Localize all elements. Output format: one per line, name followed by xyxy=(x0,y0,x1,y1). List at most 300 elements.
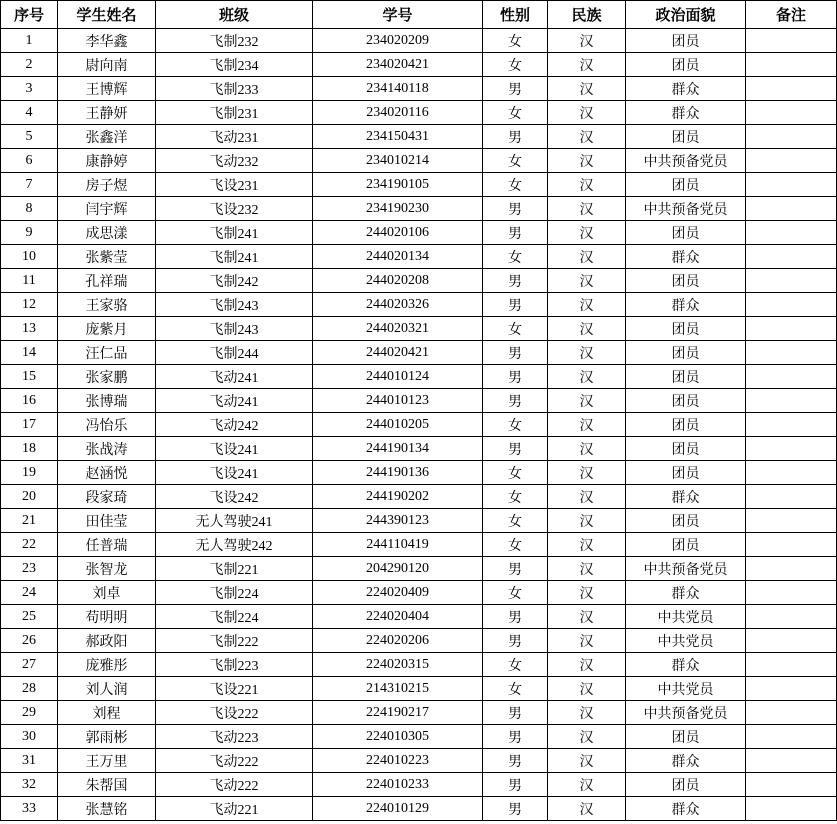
cell-class[interactable]: 飞制224 xyxy=(156,581,313,605)
cell-note[interactable] xyxy=(746,197,837,221)
cell-seq[interactable]: 2 xyxy=(1,53,58,77)
cell-note[interactable] xyxy=(746,173,837,197)
cell-note[interactable] xyxy=(746,461,837,485)
table-row xyxy=(1,485,837,509)
cell-name[interactable]: 张博瑞 xyxy=(58,389,156,413)
cell-note[interactable] xyxy=(746,221,837,245)
column-header-seq[interactable]: 序号 xyxy=(1,1,58,29)
table-row xyxy=(1,29,837,53)
cell-class[interactable]: 飞动241 xyxy=(156,389,313,413)
cell-political_status[interactable]: 群众 xyxy=(626,101,746,125)
cell-name[interactable]: 郝政阳 xyxy=(58,629,156,653)
cell-gender[interactable]: 男 xyxy=(483,125,548,149)
column-header-political-status[interactable]: 政治面貌 xyxy=(626,1,746,29)
cell-ethnicity[interactable]: 汉 xyxy=(548,221,626,245)
cell-political_status[interactable]: 团员 xyxy=(626,221,746,245)
cell-class[interactable]: 飞动223 xyxy=(156,725,313,749)
cell-note[interactable] xyxy=(746,437,837,461)
cell-class[interactable]: 飞设231 xyxy=(156,173,313,197)
cell-student_id[interactable]: 224020206 xyxy=(313,629,483,653)
cell-seq[interactable]: 23 xyxy=(1,557,58,581)
cell-note[interactable] xyxy=(746,557,837,581)
cell-class[interactable]: 飞制232 xyxy=(156,29,313,53)
cell-political_status[interactable]: 团员 xyxy=(626,437,746,461)
cell-name[interactable]: 成思漾 xyxy=(58,221,156,245)
cell-ethnicity[interactable]: 汉 xyxy=(548,629,626,653)
cell-student_id[interactable]: 224190217 xyxy=(313,701,483,725)
column-header-ethnicity[interactable]: 民族 xyxy=(548,1,626,29)
cell-political_status[interactable]: 中共预备党员 xyxy=(626,557,746,581)
cell-ethnicity[interactable]: 汉 xyxy=(548,557,626,581)
cell-gender[interactable]: 女 xyxy=(483,533,548,557)
cell-political_status[interactable]: 中共预备党员 xyxy=(626,701,746,725)
cell-seq[interactable]: 27 xyxy=(1,653,58,677)
cell-political_status[interactable]: 群众 xyxy=(626,77,746,101)
table-row xyxy=(1,173,837,197)
cell-political_status[interactable]: 团员 xyxy=(626,341,746,365)
cell-name[interactable]: 房子煜 xyxy=(58,173,156,197)
cell-seq[interactable]: 24 xyxy=(1,581,58,605)
cell-name[interactable]: 刘卓 xyxy=(58,581,156,605)
cell-seq[interactable]: 22 xyxy=(1,533,58,557)
table-row xyxy=(1,461,837,485)
cell-gender[interactable]: 男 xyxy=(483,557,548,581)
cell-class[interactable]: 飞动222 xyxy=(156,749,313,773)
cell-name[interactable]: 郭雨彬 xyxy=(58,725,156,749)
cell-ethnicity[interactable]: 汉 xyxy=(548,797,626,821)
cell-ethnicity[interactable]: 汉 xyxy=(548,29,626,53)
cell-class[interactable]: 无人驾驶242 xyxy=(156,533,313,557)
cell-political_status[interactable]: 团员 xyxy=(626,173,746,197)
cell-seq[interactable]: 30 xyxy=(1,725,58,749)
cell-seq[interactable]: 18 xyxy=(1,437,58,461)
cell-note[interactable] xyxy=(746,677,837,701)
cell-name[interactable]: 王家骆 xyxy=(58,293,156,317)
cell-seq[interactable]: 1 xyxy=(1,29,58,53)
cell-student_id[interactable]: 244190136 xyxy=(313,461,483,485)
cell-political_status[interactable]: 团员 xyxy=(626,461,746,485)
cell-ethnicity[interactable]: 汉 xyxy=(548,149,626,173)
cell-name[interactable]: 王博辉 xyxy=(58,77,156,101)
cell-class[interactable]: 飞制243 xyxy=(156,317,313,341)
cell-ethnicity[interactable]: 汉 xyxy=(548,365,626,389)
cell-student_id[interactable]: 224010129 xyxy=(313,797,483,821)
cell-name[interactable]: 田佳莹 xyxy=(58,509,156,533)
cell-note[interactable] xyxy=(746,101,837,125)
cell-gender[interactable]: 女 xyxy=(483,53,548,77)
cell-name[interactable]: 王静妍 xyxy=(58,101,156,125)
table-row xyxy=(1,677,837,701)
table-row xyxy=(1,365,837,389)
cell-note[interactable] xyxy=(746,773,837,797)
cell-ethnicity[interactable]: 汉 xyxy=(548,53,626,77)
cell-name[interactable]: 苟明明 xyxy=(58,605,156,629)
table-row xyxy=(1,725,837,749)
cell-class[interactable]: 飞制234 xyxy=(156,53,313,77)
cell-student_id[interactable]: 244010124 xyxy=(313,365,483,389)
cell-seq[interactable]: 31 xyxy=(1,749,58,773)
cell-note[interactable] xyxy=(746,533,837,557)
cell-seq[interactable]: 25 xyxy=(1,605,58,629)
cell-class[interactable]: 飞设222 xyxy=(156,701,313,725)
cell-student_id[interactable]: 244020421 xyxy=(313,341,483,365)
cell-ethnicity[interactable]: 汉 xyxy=(548,77,626,101)
cell-gender[interactable]: 女 xyxy=(483,101,548,125)
cell-gender[interactable]: 女 xyxy=(483,245,548,269)
cell-political_status[interactable]: 团员 xyxy=(626,725,746,749)
cell-class[interactable]: 飞设241 xyxy=(156,437,313,461)
cell-name[interactable]: 段家琦 xyxy=(58,485,156,509)
table-row xyxy=(1,701,837,725)
cell-ethnicity[interactable]: 汉 xyxy=(548,101,626,125)
cell-name[interactable]: 闫宇辉 xyxy=(58,197,156,221)
cell-ethnicity[interactable]: 汉 xyxy=(548,197,626,221)
cell-note[interactable] xyxy=(746,125,837,149)
cell-ethnicity[interactable]: 汉 xyxy=(548,437,626,461)
cell-name[interactable]: 康静婷 xyxy=(58,149,156,173)
table-row xyxy=(1,605,837,629)
cell-gender[interactable]: 男 xyxy=(483,197,548,221)
cell-political_status[interactable]: 中共预备党员 xyxy=(626,149,746,173)
cell-note[interactable] xyxy=(746,389,837,413)
column-header-note[interactable]: 备注 xyxy=(746,1,837,29)
cell-student_id[interactable]: 244010205 xyxy=(313,413,483,437)
cell-gender[interactable]: 男 xyxy=(483,293,548,317)
cell-seq[interactable]: 17 xyxy=(1,413,58,437)
cell-ethnicity[interactable]: 汉 xyxy=(548,653,626,677)
cell-note[interactable] xyxy=(746,605,837,629)
cell-ethnicity[interactable]: 汉 xyxy=(548,293,626,317)
cell-student_id[interactable]: 214310215 xyxy=(313,677,483,701)
cell-seq[interactable]: 16 xyxy=(1,389,58,413)
table-row xyxy=(1,389,837,413)
cell-student_id[interactable]: 224010233 xyxy=(313,773,483,797)
cell-gender[interactable]: 男 xyxy=(483,269,548,293)
cell-name[interactable]: 张鑫洋 xyxy=(58,125,156,149)
cell-note[interactable] xyxy=(746,293,837,317)
cell-student_id[interactable]: 204290120 xyxy=(313,557,483,581)
cell-political_status[interactable]: 中共党员 xyxy=(626,605,746,629)
table-body xyxy=(1,29,837,821)
cell-class[interactable]: 无人驾驶241 xyxy=(156,509,313,533)
cell-student_id[interactable]: 234190105 xyxy=(313,173,483,197)
cell-seq[interactable]: 10 xyxy=(1,245,58,269)
cell-name[interactable]: 张家鹏 xyxy=(58,365,156,389)
cell-student_id[interactable]: 244020208 xyxy=(313,269,483,293)
cell-ethnicity[interactable]: 汉 xyxy=(548,581,626,605)
cell-student_id[interactable]: 234150431 xyxy=(313,125,483,149)
cell-student_id[interactable]: 224020315 xyxy=(313,653,483,677)
cell-student_id[interactable]: 224020404 xyxy=(313,605,483,629)
cell-gender[interactable]: 女 xyxy=(483,173,548,197)
table-row xyxy=(1,773,837,797)
cell-note[interactable] xyxy=(746,53,837,77)
cell-ethnicity[interactable]: 汉 xyxy=(548,341,626,365)
cell-student_id[interactable]: 224020409 xyxy=(313,581,483,605)
cell-student_id[interactable]: 244190202 xyxy=(313,485,483,509)
cell-gender[interactable]: 男 xyxy=(483,437,548,461)
cell-ethnicity[interactable]: 汉 xyxy=(548,605,626,629)
cell-political_status[interactable]: 中共党员 xyxy=(626,629,746,653)
cell-name[interactable]: 朱帮国 xyxy=(58,773,156,797)
cell-note[interactable] xyxy=(746,509,837,533)
cell-political_status[interactable]: 中共党员 xyxy=(626,677,746,701)
cell-ethnicity[interactable]: 汉 xyxy=(548,749,626,773)
cell-class[interactable]: 飞制242 xyxy=(156,269,313,293)
cell-name[interactable]: 尉向南 xyxy=(58,53,156,77)
cell-gender[interactable]: 男 xyxy=(483,749,548,773)
cell-class[interactable]: 飞制222 xyxy=(156,629,313,653)
cell-name[interactable]: 庞紫月 xyxy=(58,317,156,341)
cell-political_status[interactable]: 团员 xyxy=(626,125,746,149)
table-row xyxy=(1,221,837,245)
table-row xyxy=(1,77,837,101)
cell-class[interactable]: 飞动231 xyxy=(156,125,313,149)
cell-gender[interactable]: 男 xyxy=(483,341,548,365)
cell-student_id[interactable]: 224010223 xyxy=(313,749,483,773)
cell-note[interactable] xyxy=(746,701,837,725)
table-row xyxy=(1,797,837,821)
cell-name[interactable]: 王万里 xyxy=(58,749,156,773)
cell-ethnicity[interactable]: 汉 xyxy=(548,125,626,149)
cell-class[interactable]: 飞制233 xyxy=(156,77,313,101)
cell-seq[interactable]: 32 xyxy=(1,773,58,797)
cell-gender[interactable]: 女 xyxy=(483,581,548,605)
cell-class[interactable]: 飞设232 xyxy=(156,197,313,221)
cell-gender[interactable]: 男 xyxy=(483,629,548,653)
cell-note[interactable] xyxy=(746,797,837,821)
cell-gender[interactable]: 女 xyxy=(483,653,548,677)
cell-student_id[interactable]: 244020134 xyxy=(313,245,483,269)
cell-student_id[interactable]: 234020116 xyxy=(313,101,483,125)
cell-political_status[interactable]: 群众 xyxy=(626,581,746,605)
cell-ethnicity[interactable]: 汉 xyxy=(548,269,626,293)
cell-gender[interactable]: 男 xyxy=(483,389,548,413)
cell-political_status[interactable]: 团员 xyxy=(626,533,746,557)
cell-political_status[interactable]: 群众 xyxy=(626,653,746,677)
cell-ethnicity[interactable]: 汉 xyxy=(548,533,626,557)
cell-class[interactable]: 飞制223 xyxy=(156,653,313,677)
cell-name[interactable]: 孔祥瑞 xyxy=(58,269,156,293)
cell-ethnicity[interactable]: 汉 xyxy=(548,725,626,749)
cell-class[interactable]: 飞动242 xyxy=(156,413,313,437)
cell-note[interactable] xyxy=(746,341,837,365)
cell-political_status[interactable]: 中共预备党员 xyxy=(626,197,746,221)
cell-student_id[interactable]: 234010214 xyxy=(313,149,483,173)
cell-note[interactable] xyxy=(746,485,837,509)
table-row xyxy=(1,317,837,341)
table-row xyxy=(1,629,837,653)
cell-student_id[interactable]: 244010123 xyxy=(313,389,483,413)
cell-note[interactable] xyxy=(746,317,837,341)
cell-name[interactable]: 李华鑫 xyxy=(58,29,156,53)
column-header-student-id[interactable]: 学号 xyxy=(313,1,483,29)
cell-seq[interactable]: 28 xyxy=(1,677,58,701)
cell-political_status[interactable]: 团员 xyxy=(626,509,746,533)
cell-political_status[interactable]: 团员 xyxy=(626,29,746,53)
cell-gender[interactable]: 男 xyxy=(483,773,548,797)
cell-gender[interactable]: 女 xyxy=(483,485,548,509)
column-header-name[interactable]: 学生姓名 xyxy=(58,1,156,29)
table-row xyxy=(1,53,837,77)
cell-political_status[interactable]: 团员 xyxy=(626,317,746,341)
cell-student_id[interactable]: 244020321 xyxy=(313,317,483,341)
cell-political_status[interactable]: 群众 xyxy=(626,293,746,317)
cell-class[interactable]: 飞制241 xyxy=(156,221,313,245)
cell-note[interactable] xyxy=(746,269,837,293)
cell-class[interactable]: 飞制221 xyxy=(156,557,313,581)
cell-seq[interactable]: 12 xyxy=(1,293,58,317)
cell-ethnicity[interactable]: 汉 xyxy=(548,389,626,413)
cell-note[interactable] xyxy=(746,365,837,389)
cell-name[interactable]: 任普瑞 xyxy=(58,533,156,557)
cell-political_status[interactable]: 群众 xyxy=(626,797,746,821)
table-row xyxy=(1,413,837,437)
cell-class[interactable]: 飞设241 xyxy=(156,461,313,485)
header-row xyxy=(1,1,837,29)
cell-student_id[interactable]: 224010305 xyxy=(313,725,483,749)
cell-note[interactable] xyxy=(746,749,837,773)
cell-seq[interactable]: 14 xyxy=(1,341,58,365)
cell-gender[interactable]: 男 xyxy=(483,701,548,725)
cell-seq[interactable]: 9 xyxy=(1,221,58,245)
cell-ethnicity[interactable]: 汉 xyxy=(548,173,626,197)
table-row xyxy=(1,581,837,605)
cell-note[interactable] xyxy=(746,245,837,269)
cell-note[interactable] xyxy=(746,581,837,605)
cell-student_id[interactable]: 244020106 xyxy=(313,221,483,245)
cell-ethnicity[interactable]: 汉 xyxy=(548,245,626,269)
cell-political_status[interactable]: 团员 xyxy=(626,365,746,389)
cell-name[interactable]: 张慧铭 xyxy=(58,797,156,821)
cell-name[interactable]: 赵涵悦 xyxy=(58,461,156,485)
cell-gender[interactable]: 男 xyxy=(483,725,548,749)
cell-seq[interactable]: 11 xyxy=(1,269,58,293)
cell-gender[interactable]: 男 xyxy=(483,797,548,821)
table-row xyxy=(1,197,837,221)
table-row xyxy=(1,437,837,461)
cell-class[interactable]: 飞制224 xyxy=(156,605,313,629)
cell-ethnicity[interactable]: 汉 xyxy=(548,701,626,725)
cell-political_status[interactable]: 团员 xyxy=(626,389,746,413)
column-header-class[interactable]: 班级 xyxy=(156,1,313,29)
cell-political_status[interactable]: 群众 xyxy=(626,245,746,269)
cell-class[interactable]: 飞制243 xyxy=(156,293,313,317)
cell-name[interactable]: 刘程 xyxy=(58,701,156,725)
cell-seq[interactable]: 4 xyxy=(1,101,58,125)
cell-gender[interactable]: 男 xyxy=(483,365,548,389)
cell-name[interactable]: 刘人润 xyxy=(58,677,156,701)
table-row xyxy=(1,653,837,677)
cell-political_status[interactable]: 团员 xyxy=(626,53,746,77)
cell-political_status[interactable]: 群众 xyxy=(626,749,746,773)
cell-class[interactable]: 飞制231 xyxy=(156,101,313,125)
cell-political_status[interactable]: 团员 xyxy=(626,269,746,293)
cell-student_id[interactable]: 234190230 xyxy=(313,197,483,221)
cell-political_status[interactable]: 团员 xyxy=(626,773,746,797)
cell-note[interactable] xyxy=(746,77,837,101)
cell-seq[interactable]: 33 xyxy=(1,797,58,821)
cell-ethnicity[interactable]: 汉 xyxy=(548,317,626,341)
cell-seq[interactable]: 29 xyxy=(1,701,58,725)
cell-student_id[interactable]: 244110419 xyxy=(313,533,483,557)
cell-name[interactable]: 庞雅彤 xyxy=(58,653,156,677)
cell-student_id[interactable]: 244390123 xyxy=(313,509,483,533)
table-row xyxy=(1,293,837,317)
cell-seq[interactable]: 20 xyxy=(1,485,58,509)
cell-name[interactable]: 汪仁品 xyxy=(58,341,156,365)
cell-gender[interactable]: 男 xyxy=(483,605,548,629)
cell-gender[interactable]: 男 xyxy=(483,77,548,101)
cell-student_id[interactable]: 234140118 xyxy=(313,77,483,101)
cell-political_status[interactable]: 群众 xyxy=(626,485,746,509)
cell-student_id[interactable]: 234020209 xyxy=(313,29,483,53)
cell-seq[interactable]: 6 xyxy=(1,149,58,173)
cell-ethnicity[interactable]: 汉 xyxy=(548,461,626,485)
cell-student_id[interactable]: 244190134 xyxy=(313,437,483,461)
cell-seq[interactable]: 21 xyxy=(1,509,58,533)
cell-class[interactable]: 飞制241 xyxy=(156,245,313,269)
cell-seq[interactable]: 3 xyxy=(1,77,58,101)
cell-class[interactable]: 飞动232 xyxy=(156,149,313,173)
cell-gender[interactable]: 男 xyxy=(483,221,548,245)
cell-gender[interactable]: 女 xyxy=(483,461,548,485)
cell-name[interactable]: 张紫莹 xyxy=(58,245,156,269)
cell-class[interactable]: 飞设221 xyxy=(156,677,313,701)
cell-ethnicity[interactable]: 汉 xyxy=(548,509,626,533)
cell-gender[interactable]: 女 xyxy=(483,317,548,341)
cell-class[interactable]: 飞动221 xyxy=(156,797,313,821)
cell-gender[interactable]: 女 xyxy=(483,509,548,533)
cell-note[interactable] xyxy=(746,29,837,53)
cell-name[interactable]: 张战涛 xyxy=(58,437,156,461)
cell-ethnicity[interactable]: 汉 xyxy=(548,773,626,797)
cell-class[interactable]: 飞制244 xyxy=(156,341,313,365)
cell-seq[interactable]: 5 xyxy=(1,125,58,149)
table-row xyxy=(1,509,837,533)
column-header-gender[interactable]: 性别 xyxy=(483,1,548,29)
table-row xyxy=(1,749,837,773)
cell-note[interactable] xyxy=(746,653,837,677)
cell-student_id[interactable]: 234020421 xyxy=(313,53,483,77)
cell-ethnicity[interactable]: 汉 xyxy=(548,485,626,509)
cell-note[interactable] xyxy=(746,413,837,437)
cell-seq[interactable]: 26 xyxy=(1,629,58,653)
cell-name[interactable]: 冯怡乐 xyxy=(58,413,156,437)
cell-note[interactable] xyxy=(746,149,837,173)
cell-gender[interactable]: 女 xyxy=(483,149,548,173)
cell-seq[interactable]: 13 xyxy=(1,317,58,341)
cell-student_id[interactable]: 244020326 xyxy=(313,293,483,317)
cell-class[interactable]: 飞动222 xyxy=(156,773,313,797)
cell-political_status[interactable]: 团员 xyxy=(626,413,746,437)
cell-seq[interactable]: 7 xyxy=(1,173,58,197)
cell-seq[interactable]: 19 xyxy=(1,461,58,485)
cell-ethnicity[interactable]: 汉 xyxy=(548,677,626,701)
cell-ethnicity[interactable]: 汉 xyxy=(548,413,626,437)
cell-note[interactable] xyxy=(746,629,837,653)
cell-gender[interactable]: 女 xyxy=(483,677,548,701)
cell-class[interactable]: 飞动241 xyxy=(156,365,313,389)
cell-seq[interactable]: 8 xyxy=(1,197,58,221)
cell-gender[interactable]: 女 xyxy=(483,29,548,53)
cell-name[interactable]: 张智龙 xyxy=(58,557,156,581)
cell-gender[interactable]: 女 xyxy=(483,413,548,437)
cell-class[interactable]: 飞设242 xyxy=(156,485,313,509)
table-row xyxy=(1,149,837,173)
cell-seq[interactable]: 15 xyxy=(1,365,58,389)
cell-note[interactable] xyxy=(746,725,837,749)
